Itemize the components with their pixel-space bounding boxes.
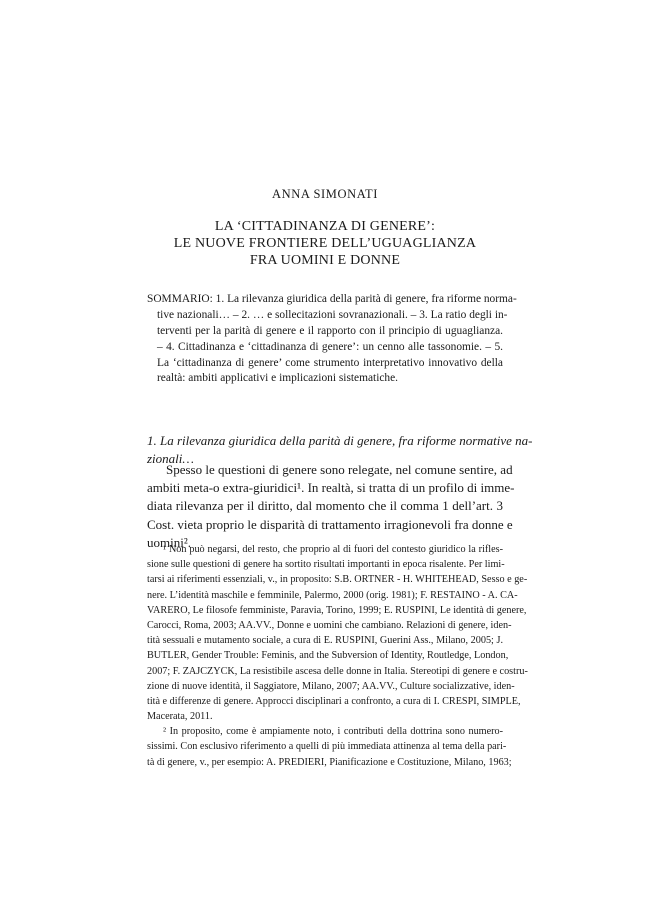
footnote-line: Macerata, 2011. (147, 711, 213, 723)
footnote-line: 2007; F. ZAJCZYCK, La resistibile ascesa delle donne in Italia. Stereotipi di genere e costru- (147, 665, 528, 677)
title-line: LA ‘CITTADINANZA DI GENERE’: (214, 219, 436, 234)
footnote-line: sissimi. Con esclusivo riferimento a quelli di più immediata attinenza al tema della pari- (147, 741, 507, 753)
title-line: LE NUOVE FRONTIERE DELL’UGUAGLIANZA (173, 236, 477, 251)
body-paragraph (147, 461, 515, 552)
footnote-line: ¹ Non può negarsi, del resto, che proprio al di fuori del contesto giuridico la rifles- (163, 544, 503, 555)
summary-block (147, 292, 517, 387)
footnote-line: Carocci, Roma, 2003; AA.VV., Donne e uomini che cambiano. Relazioni di genere, iden- (147, 619, 512, 631)
footnote-line: nere. L’identità maschile e femminile, Palermo, 2000 (orig. 1981); F. RESTAINO - A. CA- (147, 589, 518, 601)
summary-line: – 4. Cittadinanza e ‘cittadinanza di genere’: un cenno alle tassonomie. – 5. (157, 340, 503, 353)
footnote-line: tà di genere, v., per esempio: A. PREDIERI, Pianificazione e Costituzione, Milano, 1963; (147, 756, 512, 768)
section-heading-line: zionali… (147, 451, 194, 466)
summary-line: La ‘cittadinanza di genere’ come strumento interpretativo innovativo della (157, 356, 503, 369)
footnote-line: ² In proposito, come è ampiamente noto, i contributi della dottrina sono numero- (163, 726, 503, 738)
body-line: uomini². (147, 534, 191, 550)
body-line: ambiti meta-o extra-giuridici¹. In realtà, si tratta di un profilo di imme- (147, 480, 515, 496)
summary-line: realtà: ambiti applicativi e implicazioni sistematiche. (157, 372, 399, 385)
summary-line: SOMMARIO: 1. La rilevanza giuridica della parità di genere, fra riforme norma- (147, 293, 517, 305)
summary-line: tive nazionali… – 2. … e sollecitazioni sovranazionali. – 3. La ratio degli in- (157, 308, 508, 321)
section-heading-line: 1. La rilevanza giuridica della parità di genere, fra riforme normative na- (147, 433, 533, 448)
footnote-line: sione sulle questioni di genere ha sortito risultati importanti in epoca risalente. Per limi- (147, 559, 505, 571)
footnote-line: BUTLER, Gender Trouble: Feminis, and the Subversion of Identity, Routledge, London, (147, 650, 509, 662)
footnotes-block (147, 542, 528, 770)
article-title (0, 218, 650, 269)
title-line: FRA UOMINI E DONNE (249, 253, 401, 268)
summary-line: terventi per la parità di genere e il rapporto con il principio di uguaglianza. (157, 324, 503, 337)
body-line: Cost. vieta proprio le disparità di trattamento irragionevoli fra donne e (147, 516, 513, 532)
author-name: ANNA SIMONATI (271, 187, 379, 201)
footnote-line: zione di nuove identità, il Saggiatore, Milano, 2007; AA.VV., Culture socializzative, iden- (147, 680, 515, 692)
body-line: Spesso le questioni di genere sono relegate, nel comune sentire, ad (166, 462, 513, 477)
footnote-line: VARERO, Le filosofe femministe, Paravia, Torino, 1999; E. RUSPINI, Le identità di genere, (147, 604, 527, 616)
body-line: diata rilevanza per il diritto, dal momento che il comma 1 dell’art. 3 (147, 498, 503, 514)
footnote-line: tità e differenze di genere. Approcci disciplinari a confronto, a cura di I. CRESPI, SIMPLE, (147, 695, 521, 707)
footnote-line: tarsi ai riferimenti essenziali, v., in proposito: S.B. ORTNER - H. WHITEHEAD, Sesso e ge- (147, 574, 528, 586)
footnote-line: tità sessuali e mutamento sociale, a cura di E. RUSPINI, Guerini Ass., Milano, 2005; J. (147, 635, 503, 647)
